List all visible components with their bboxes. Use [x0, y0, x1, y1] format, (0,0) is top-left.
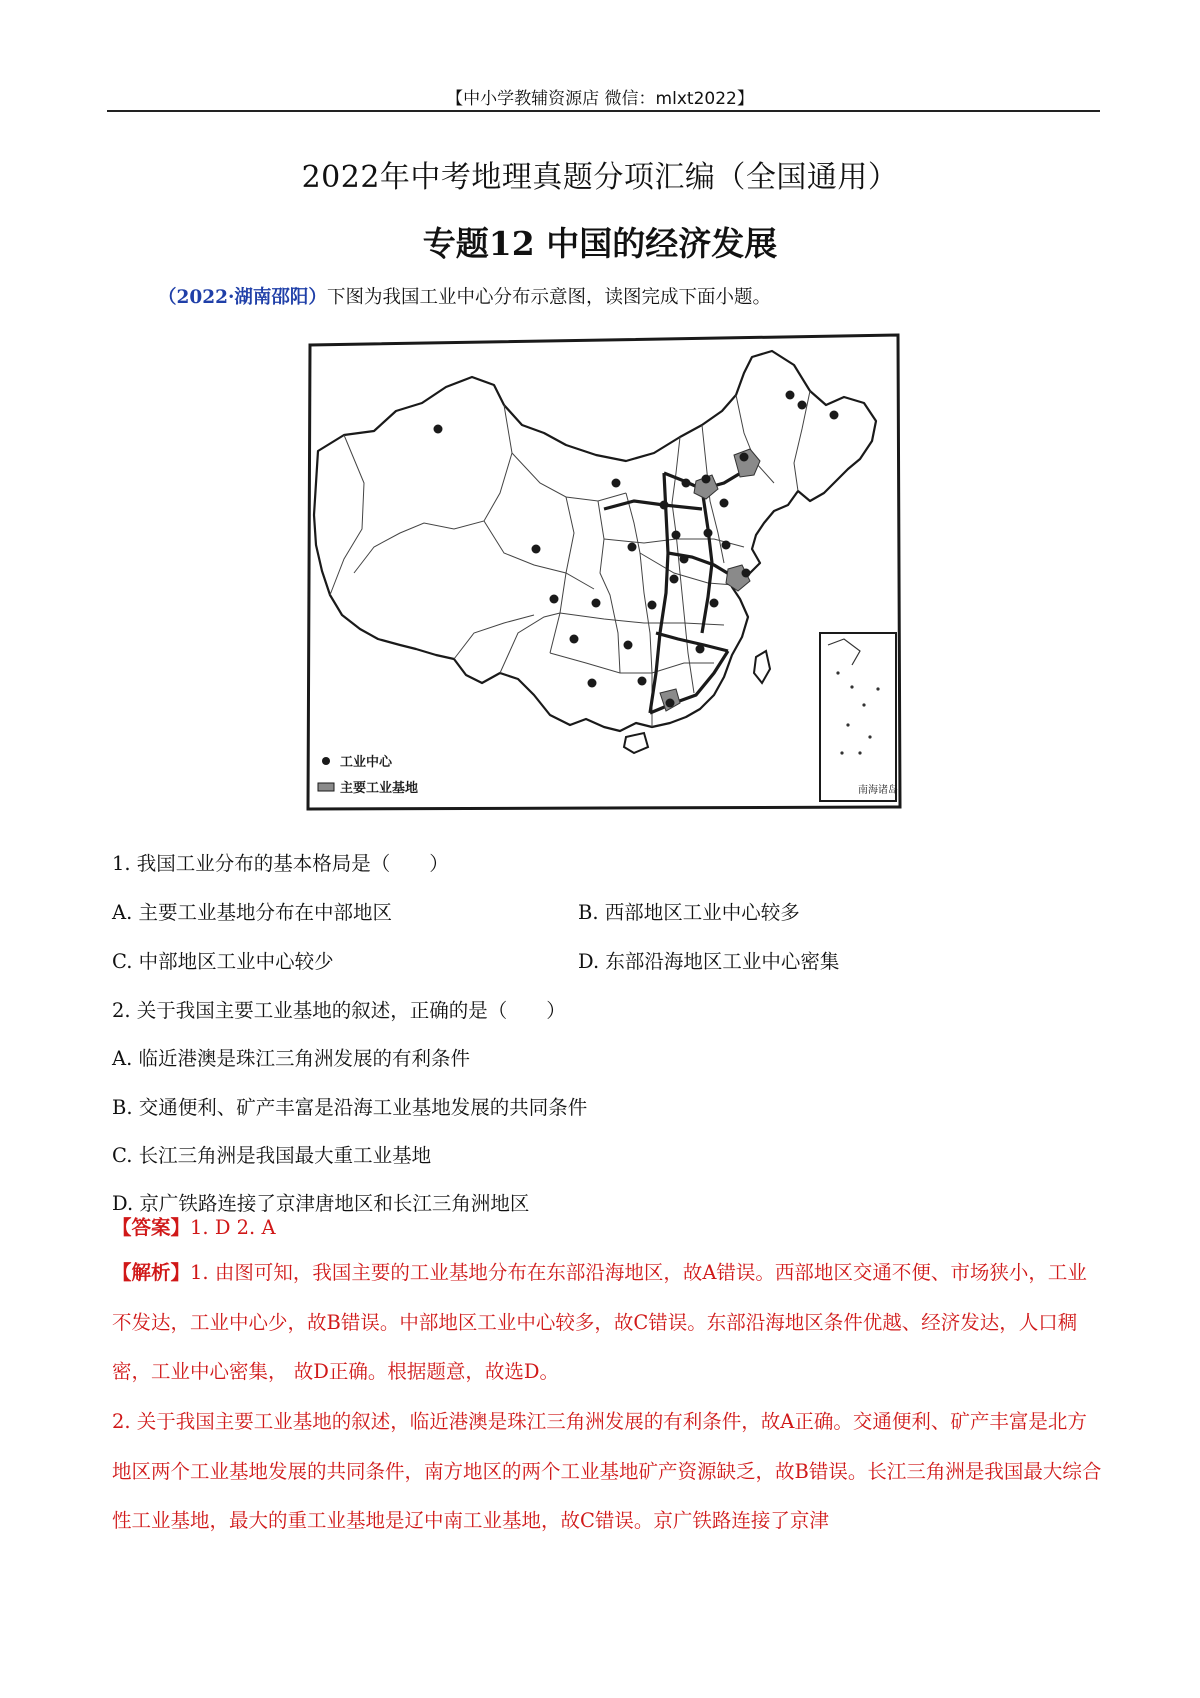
q2-stem: 2. 关于我国主要工业基地的叙述，正确的是（ ） — [112, 999, 566, 1022]
analysis-text-1: 1. 由图可知，我国主要的工业基地分布在东部沿海地区，故A错误。西部地区交通不便、市场狭小，工业不发达，工业中心少，故B错误。中部地区工业中心较多，故C错误。东部沿海地区条件优越、经济发达，人口稠密，工业中心密集， 故D正确。根据题意，故选D。 — [112, 1261, 1087, 1383]
industrial-center — [742, 569, 751, 578]
q1-option-c[interactable]: C. 中部地区工业中心较少 — [112, 950, 334, 973]
industrial-center — [660, 501, 669, 510]
industrial-center — [624, 641, 633, 650]
q1-option-d[interactable]: D. 东部沿海地区工业中心密集 — [578, 950, 840, 973]
industrial-center — [592, 599, 601, 608]
industrial-center — [628, 543, 637, 552]
inset-label: 南海诸岛 — [858, 785, 898, 796]
industrial-center-map — [304, 333, 906, 811]
industrial-center — [672, 531, 681, 540]
answer — [112, 1212, 276, 1240]
q1-option-a[interactable]: A. 主要工业基地分布在中部地区 — [112, 901, 392, 924]
industrial-center — [710, 599, 719, 608]
industrial-center — [612, 479, 621, 488]
answer-tag: 【答案】 — [112, 1216, 191, 1239]
q2-option-d[interactable]: D. 京广铁路连接了京津唐地区和长江三角洲地区 — [112, 1192, 530, 1215]
industrial-center — [704, 529, 713, 538]
industrial-center — [722, 541, 731, 550]
legend-center-label: 工业中心 — [340, 755, 393, 770]
industrial-center — [830, 411, 839, 420]
industrial-center — [696, 645, 705, 654]
industrial-center — [550, 595, 559, 604]
industrial-center — [670, 575, 679, 584]
legend-base-symbol — [318, 783, 334, 791]
document-title: 2022年中考地理真题分项汇编（全国通用） — [301, 160, 899, 195]
header-rule — [107, 110, 1100, 112]
industrial-center — [680, 555, 689, 564]
q1-stem: 1. 我国工业分布的基本格局是（ ） — [112, 852, 449, 875]
analysis-paragraph-2: 2. 关于我国主要工业基地的叙述，临近港澳是珠江三角洲发展的有利条件，故A正确。交通便利、矿产丰富是北方地区两个工业基地发展的共同条件，南方地区的两个工业基地矿产资源缺乏，故B错误。长江三角洲是我国最大综合性工业基地，最大的重工业基地是辽中南工业基地，故C错误。京广铁路连接了京津 — [112, 1410, 1102, 1532]
topic-title: 专题12 中国的经济发展 — [422, 224, 778, 263]
answer-text: 1. D 2. A — [190, 1216, 276, 1239]
industrial-center — [720, 499, 729, 508]
legend-base-label: 主要工业基地 — [340, 781, 419, 796]
question-source: （2022·湖南邵阳） — [158, 287, 327, 308]
question-intro — [158, 283, 771, 309]
industrial-center — [638, 677, 647, 686]
industrial-center — [588, 679, 597, 688]
analysis-paragraph-1 — [112, 1248, 1102, 1397]
south-china-sea-inset — [820, 633, 898, 801]
q2-option-b[interactable]: B. 交通便利、矿产丰富是沿海工业基地发展的共同条件 — [112, 1096, 588, 1119]
q1-option-b[interactable]: B. 西部地区工业中心较多 — [578, 901, 800, 924]
industrial-center — [682, 479, 691, 488]
industrial-center — [434, 425, 443, 434]
legend-center-symbol — [322, 757, 330, 765]
industrial-center — [666, 699, 675, 708]
industrial-center — [532, 545, 541, 554]
industrial-center — [702, 475, 711, 484]
industrial-center — [786, 391, 795, 400]
industrial-center — [570, 635, 579, 644]
q2-option-c[interactable]: C. 长江三角洲是我国最大重工业基地 — [112, 1144, 432, 1167]
intro-text: 下图为我国工业中心分布示意图，读图完成下面小题。 — [326, 287, 771, 308]
analysis-tag: 【解析】 — [112, 1261, 191, 1284]
industrial-center — [798, 401, 807, 410]
industrial-center — [740, 453, 749, 462]
industrial-center — [648, 601, 657, 610]
page-header: 【中小学教辅资源店 微信：mlxt2022】 — [446, 89, 754, 109]
q2-option-a[interactable]: A. 临近港澳是珠江三角洲发展的有利条件 — [112, 1047, 470, 1070]
